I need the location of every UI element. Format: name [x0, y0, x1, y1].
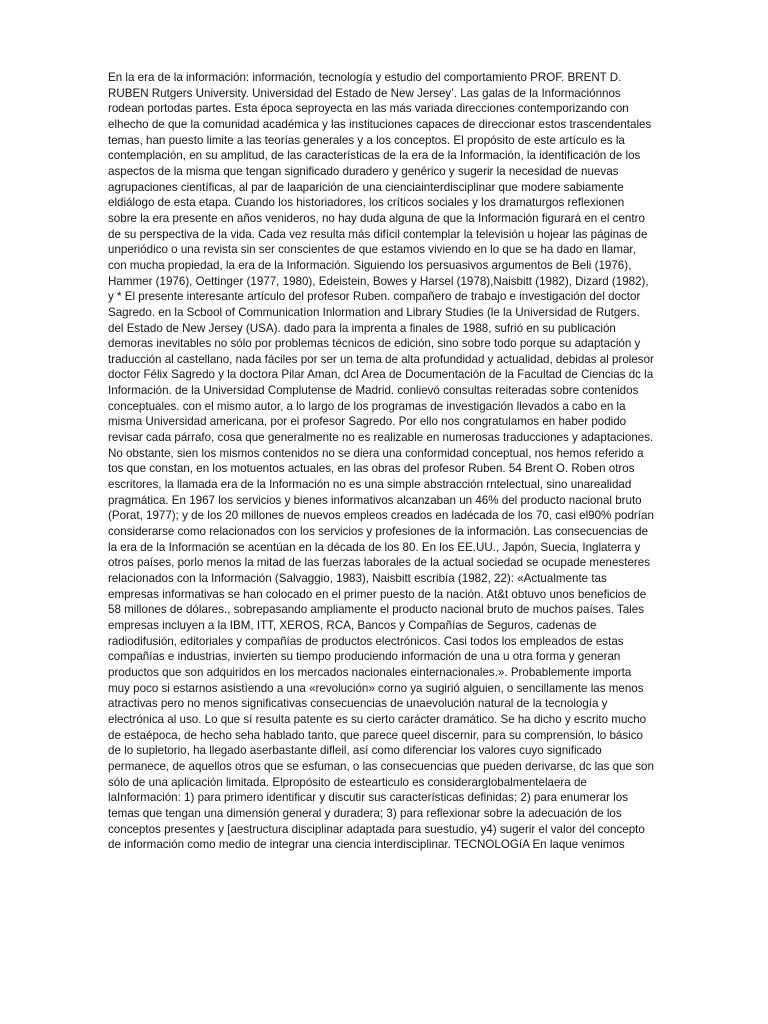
body-text: En la era de la información: información, tecnología y estudio del comportamiento PROF. BRENT D. RUBEN Rutgers University. Universidad del Estado de New Jersey’. Las galas de la Informaciónnos rodean portodas partes. Esta época seproyecta en las más variada direcciones contemporizando con elhecho de que la comunidad académica y las instituciones capaces de direccionar estos trascendentales temas, han puesto limite a las teorías generales y a los conceptos. El propósito de este artículo es la contemplación, en su amplitud, de las características de la era de la Información, la identificación de los aspectos de la misma que tengan significado duradero y genérico y sugerir la necesidad de nuevas agrupaciones científicas, al par de laaparición de una cienciainterdisciplinar que modere sabiamente eldiálogo de esta etapa. Cuando los historiadores, los críticos sociales y los dramaturgos reflexionen sobre la era presente en años venideros, no hay duda alguna de que la Información figurará en el centro de su perspectiva de la vida. Cada vez resulta más difícil contemplar la televisión u hojear las páginas de unperiódico o una revista sin ser conscientes de que estamos viviendo en lo que se ha dado en llamar, con mucha propiedad, la era de la Información. Siguiendo los persuasivos argumentos de Beli (1976), Hammer (1976), Oettinger (1977, 1980), Edeistein, Bowes y Harsel (1978),Naisbitt (1982), Dizard (1982), y * El presente interesante artículo del profesor Ruben. compañero de trabajo e investigación del doctor Sagredo. en la Scbool of Communicatìon Inlormatìon and Library Studies (le la Universidad de Rutgers. del Estado de New Jersey (USA). dado para la imprenta a finales de 1988, sufrió en su publicación demoras inevitables no sólo por problemas técnicos de edición, sino sobre todo porque su adaptación y traducción al castellano, nada fáciles por ser un tema de alta profundidad y actualidad, debidas al prolesor doctor Félix Sagredo y la doctora Pilar Aman, dcl Area de Documentación de la Facultad de Ciencias dc la Información. de la Universidad Complutense de Madrid. conlievó consultas reiteradas sobre contenidos conceptuales. con el mismo autor, a lo largo de los programas de investigación llevados a cabo en la misma Universidad americana, por ei profesor Sagredo. Por ello nos congratulamos en haber podido revisar cada párrafo, cosa que generalmente no es realizable en numerosas traducciones y adaptaciones. No obstante, sien los mismos contenidos no se diera una conformidad conceptual, nos hemos referido a tos que constan, en los motuentos actuales, en las obras del profesor Ruben. 54 Brent O. Roben otros escritores, la llamada era de la Información no es una simple abstracción rntelectual, sino unarealidad pragmática. En 1967 los servicios y bienes informativos alcanzaban un 46% del producto nacional bruto (Porat, 1977); y de los 20 millones de nuevos empleos creados en ladécada de los 70, casi el90% podrían considerarse como relacionados con los servicios y profesiones de la información. Las consecuencias de la era de la Información se acentúan en la década de los 80. En los EE.UU., Japón, Suecia, Inglaterra y otros países, porlo menos la mitad de las fuerzas laborales de la actual sociedad se ocupade menesteres relacionados con la Información (Salvaggio, 1983), Naisbitt escribía (1982, 22): «Actualmente tas empresas informativas se han colocado en el primer puesto de la nación. At&t obtuvo unos beneficios de 58 millones de dólares., sobrepasando ampliamente el producto nacional bruto de muchos países. Tales empresas incluyen a la IBM, ITT, XEROS, RCA, Bancos y Compañías de Seguros, cadenas de radiodifusión, editoriales y compañías de productos electrónicos. Casi todos los empleados de estas compañías e industrias, invierten su tiempo produciendo información de una u otra forma y generan productos que son adquiridos en los mercados nacionales einternacionales.». Probablemente importa muy poco si estarnos asistìendo a una «revolución» corno ya sugirió alguien, o sencillamente las menos atractivas pero no menos significativas consecuencias de unaevolución natural de la tecnología y electrónica al uso. Lo que sí resulta patente es su cierto carácter dramático. Se ha dicho y escrito mucho de estaépoca, de hecho seha hablado tanto, que parece queel discernir, para su comprensión, lo básico de lo supletorio, ha llegado aserbastante difleil, así como diferenciar los valores cuyo significado permanece, de aquellos otros que se esfuman, o las consecuencias que pueden derivarse, dc las que son sólo de una aplicación limitada. Elpropósito de estearticulo es considerarglobalmentelaera de laInformación: 1) para primero identificar y discutir sus características definidas; 2) para enumerar los temas que tengan una dimensión general y duradera; 3) para reflexionar sobre la adecuación de los conceptos presentes y [aestructura disciplinar adaptada para suestudio, y4) sugerir el valor del concepto de información como medio de integrar una ciencia interdisciplinar. TECNOLOGíA En laque venimos: [108, 71, 654, 852]
